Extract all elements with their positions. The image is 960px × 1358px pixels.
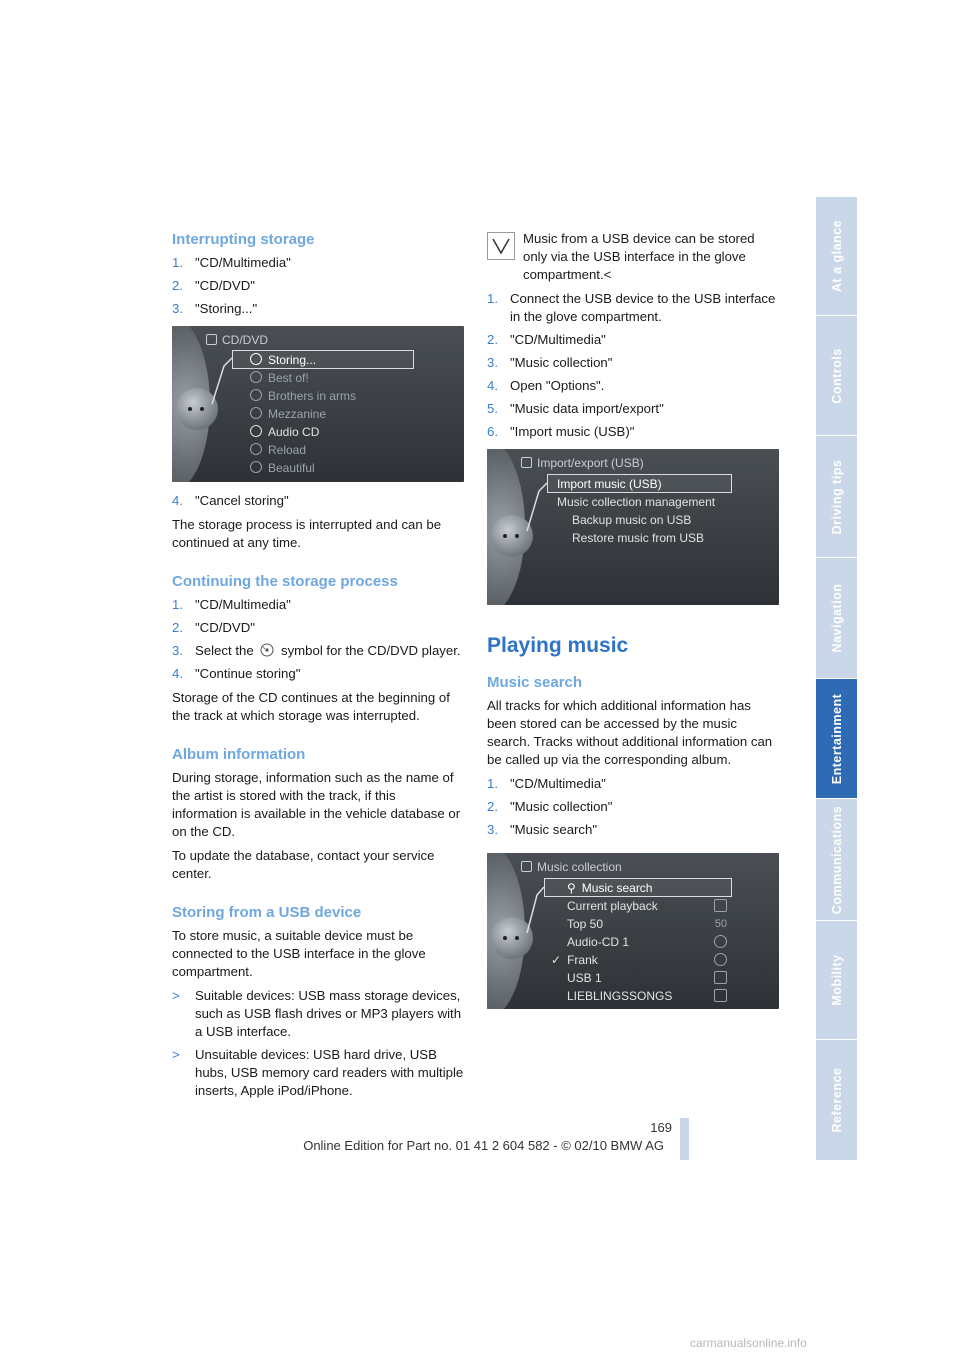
bullet-text: Unsuitable devices: USB hard drive, USB hubs, USB memory card readers with multiple inserts, Apple iPod/iPhone. — [195, 1047, 464, 1098]
menu-item: Backup music on USB — [572, 513, 692, 527]
bullet-list — [172, 987, 464, 1100]
step-text: "Import music (USB)" — [510, 424, 635, 439]
bullet-marker: > — [172, 988, 180, 1003]
pointer-line — [487, 853, 779, 1009]
step-item — [172, 254, 464, 272]
step-number: 3. — [487, 355, 498, 370]
chapter-tab-sidebar — [816, 197, 857, 1160]
note-checkmark-icon — [487, 232, 515, 260]
heading-continuing-storage: Continuing the storage process — [172, 573, 398, 590]
step-item — [487, 377, 779, 395]
step-number: 1. — [487, 291, 498, 306]
menu-item: ✓ Frank — [551, 953, 598, 967]
right-column — [487, 230, 779, 1019]
step-text: "Music search" — [510, 822, 598, 837]
step-number: 1. — [487, 776, 498, 791]
step-item — [487, 400, 779, 418]
tab-at-a-glance[interactable]: At a glance — [816, 197, 857, 316]
left-column — [172, 230, 464, 1105]
screenshot-import-export-usb — [487, 449, 779, 605]
menu-item: Brothers in arms — [250, 387, 356, 405]
note-text: Music from a USB device can be stored only via the USB interface in the glove compartment. — [523, 231, 755, 282]
menu-item: Reload — [250, 441, 306, 459]
step-text: "Continue storing" — [195, 666, 301, 681]
step-item — [172, 619, 464, 637]
step-item — [487, 354, 779, 372]
tab-controls[interactable]: Controls — [816, 316, 857, 436]
step-number: 4. — [487, 378, 498, 393]
step-text: "Music collection" — [510, 799, 613, 814]
heading-playing-music: Playing music — [487, 634, 629, 657]
screen-title: CD/DVD — [206, 331, 268, 349]
footer-text: Online Edition for Part no. 01 41 2 604 582 - © 02/10 BMW AG — [303, 1138, 664, 1153]
pointer-line — [487, 449, 779, 605]
menu-item: Beautiful — [250, 459, 315, 477]
step-number: 4. — [172, 493, 183, 508]
note-box — [487, 230, 779, 284]
pointer-line — [172, 326, 464, 482]
menu-item: USB 1 — [567, 971, 602, 985]
steps-interrupting — [172, 254, 464, 318]
menu-item: Music collection management — [557, 495, 716, 509]
step-text: "Music collection" — [510, 355, 613, 370]
step-item — [172, 642, 464, 660]
watermark: carmanualsonline.info — [690, 1336, 807, 1350]
tab-entertainment[interactable]: Entertainment — [816, 679, 857, 799]
screenshot-music-collection — [487, 853, 779, 1009]
heading-storing-from-usb: Storing from a USB device — [172, 904, 362, 921]
step-item — [172, 492, 464, 510]
step-number: 1. — [172, 597, 183, 612]
step-number: 3. — [172, 643, 183, 658]
step-item — [172, 665, 464, 683]
step-text: "CD/Multimedia" — [195, 597, 291, 612]
screen-title: Import/export (USB) — [521, 454, 644, 472]
step-item — [487, 821, 779, 839]
step-number: 2. — [172, 278, 183, 293]
paragraph: To store music, a suitable device must be connected to the USB interface in the glove compartment. — [172, 928, 426, 979]
step-number: 2. — [172, 620, 183, 635]
heading-interrupting-storage: Interrupting storage — [172, 231, 315, 248]
paragraph: During storage, information such as the name of the artist is stored with the track, if this information is available in the vehicle database or on the CD. — [172, 770, 461, 839]
screen-title: Music collection — [521, 858, 622, 876]
step-item — [487, 331, 779, 349]
bullet-item — [172, 987, 464, 1041]
paragraph: Storage of the CD continues at the beginning of the track at which storage was interrupted. — [172, 690, 450, 723]
steps-continuing — [172, 596, 464, 683]
steps-interrupting-continued — [172, 492, 464, 510]
step-text: "CD/DVD" — [195, 278, 255, 293]
tab-driving-tips[interactable]: Driving tips — [816, 436, 857, 558]
step-text: "CD/DVD" — [195, 620, 255, 635]
menu-item: ⚲ Music search — [567, 881, 653, 895]
menu-item: Restore music from USB — [572, 531, 705, 545]
menu-item: Current playback — [567, 899, 658, 913]
step-item — [487, 290, 779, 326]
step-text: "CD/Multimedia" — [195, 255, 291, 270]
step-number: 5. — [487, 401, 498, 416]
menu-item: Storing... — [250, 351, 316, 369]
tab-mobility[interactable]: Mobility — [816, 921, 857, 1040]
step-number: 3. — [487, 822, 498, 837]
heading-music-search: Music search — [487, 674, 583, 691]
step-text: "Cancel storing" — [195, 493, 289, 508]
checkmark-icon: ✓ — [551, 953, 562, 967]
step-text: "Storing..." — [195, 301, 258, 316]
step-item — [172, 596, 464, 614]
step-text: "CD/Multimedia" — [510, 332, 606, 347]
screenshot-cd-dvd-menu — [172, 326, 464, 482]
step-item — [487, 798, 779, 816]
step-item — [172, 300, 464, 318]
menu-item-value: 50 — [714, 918, 727, 930]
steps-usb-import — [487, 290, 779, 441]
steps-music-search — [487, 775, 779, 839]
menu-item: Audio CD — [250, 423, 319, 441]
page-number-bar — [680, 1118, 689, 1160]
bullet-text: Suitable devices: USB mass storage devices, such as USB flash drives or MP3 players with a USB interface. — [195, 988, 462, 1039]
menu-item: Best of! — [250, 369, 309, 387]
step-number: 2. — [487, 799, 498, 814]
search-icon: ⚲ — [567, 881, 576, 895]
step-text: "Music data import/export" — [510, 401, 664, 416]
step-text: "CD/Multimedia" — [510, 776, 606, 791]
bullet-marker: > — [172, 1047, 180, 1062]
menu-item: Mezzanine — [250, 405, 326, 423]
note-end-marker: < — [603, 267, 612, 282]
bullet-item — [172, 1046, 464, 1100]
menu-item: Audio-CD 1 — [567, 935, 630, 949]
step-item — [172, 277, 464, 295]
menu-item: Top 50 — [567, 917, 604, 931]
tab-reference[interactable]: Reference — [816, 1040, 857, 1161]
step-text: Select the — [195, 643, 258, 658]
step-number: 2. — [487, 332, 498, 347]
menu-item: Import music (USB) — [557, 477, 662, 491]
step-item — [487, 775, 779, 793]
page-number: 169 — [650, 1120, 672, 1135]
step-item — [487, 423, 779, 441]
step-text: Connect the USB device to the USB interface in the glove compartment. — [510, 291, 776, 324]
cd-dvd-symbol-icon — [259, 643, 275, 657]
menu-item: LIEBLINGSSONGS — [567, 989, 673, 1003]
step-number: 1. — [172, 255, 183, 270]
step-text: symbol for the CD/DVD player. — [277, 643, 461, 658]
step-number: 4. — [172, 666, 183, 681]
step-number: 6. — [487, 424, 498, 439]
step-text: Open "Options". — [510, 378, 605, 393]
paragraph: All tracks for which additional information has been stored can be accessed by the music search. Tracks without additional information can be called up via the corresponding album. — [487, 698, 773, 767]
tab-communications[interactable]: Communications — [816, 799, 857, 921]
heading-album-information: Album information — [172, 746, 306, 763]
paragraph: To update the database, contact your service center. — [172, 848, 435, 881]
step-number: 3. — [172, 301, 183, 316]
paragraph: The storage process is interrupted and can be continued at any time. — [172, 517, 442, 550]
tab-navigation[interactable]: Navigation — [816, 558, 857, 679]
